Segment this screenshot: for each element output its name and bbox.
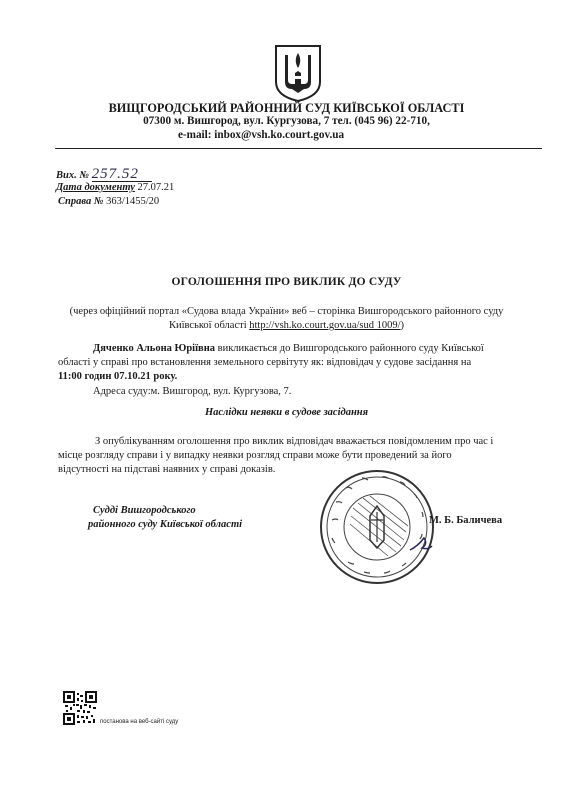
consequences-line-2: місце розгляду справи і у випадку неявки розгляд справи може бути проведений за його	[58, 450, 452, 461]
outgoing-number-handwritten: 257.52	[92, 167, 152, 182]
court-address: 07300 м. Вишгород, вул. Кургузова, 7 тел. (045 96) 22-710,	[143, 115, 430, 127]
notice-title: ОГОЛОШЕННЯ ПРО ВИКЛИК ДО СУДУ	[171, 276, 402, 288]
consequences-line-1: З опублікуванням оголошення про виклик відповідач вважається повідомленим про час і	[95, 436, 494, 447]
doc-date-label: Дата документу	[56, 182, 135, 193]
hearing-time: 11:00 годин 07.10.21 року.	[58, 371, 178, 382]
trident-coat-of-arms-icon	[273, 44, 323, 102]
court-email: e-mail: inbox@vsh.ko.court.gov.ua	[177, 129, 345, 141]
portal-line-1: (через офіційний портал «Судова влада України» веб – сторінка Вишгородського районного суду	[69, 306, 504, 317]
case-value: 363/1455/20	[106, 196, 160, 207]
case-label: Справа №	[58, 196, 104, 207]
court-name: ВИЩГОРОДСЬКИЙ РАЙОННИЙ СУД КИЇВСЬКОЇ ОБЛАСТІ	[108, 101, 465, 115]
judge-title-line-1: Судді Вишгородського	[93, 505, 196, 516]
judge-name: М. Б. Баличева	[429, 515, 503, 526]
qr-code[interactable]	[63, 691, 97, 725]
portal-suffix: )	[400, 320, 405, 331]
doc-date-value: 27.07.21	[137, 182, 175, 193]
court-seal-icon	[318, 468, 436, 586]
consequences-heading: Наслідки неявки в судове засідання	[204, 407, 369, 418]
portal-line-2	[0, 319, 573, 333]
outgoing-label: Вих. №	[56, 170, 89, 181]
portal-prefix: Київської області	[168, 320, 250, 331]
summons-line-2: області у справі про встановлення земельного сервітуту як: відповідач у судове засідання на	[58, 357, 472, 368]
doc-date-row	[56, 181, 174, 195]
judge-title-line-2: районного суду Київської області	[88, 519, 243, 530]
portal-link[interactable]: http://vsh.ko.court.gov.ua/sud 1009/	[249, 320, 401, 331]
person-name: Дяченко Альона Юріївна	[93, 343, 215, 354]
qr-code-icon	[63, 691, 97, 725]
summons-line-1	[93, 342, 517, 356]
court-address-line: Адреса суду:м. Вишгород, вул. Кургузова, 7.	[93, 386, 292, 397]
coat-of-arms	[273, 44, 323, 102]
summons-text-1: викликається до Вишгородського районного суду Київської	[215, 343, 484, 354]
header-divider	[55, 148, 542, 149]
consequences-line-3: відсутності на підставі наявних у справі доказів.	[58, 464, 276, 475]
case-number-row	[58, 195, 159, 209]
qr-caption: постанова на веб-сайті суду	[100, 719, 179, 725]
court-seal	[318, 468, 436, 586]
